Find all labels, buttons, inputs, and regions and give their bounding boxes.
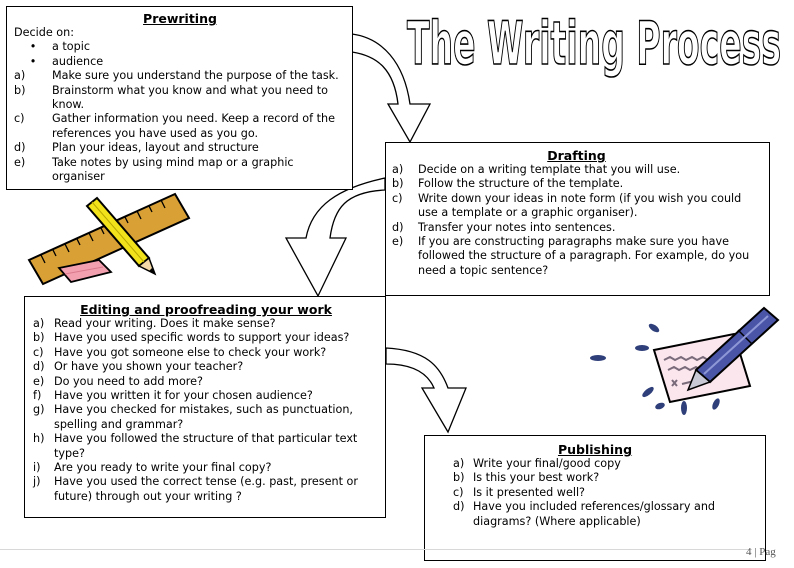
list-item: a) Decide on a writing template that you will use. (392, 163, 681, 176)
list-item: i) Are you ready to write your final copy? (33, 461, 272, 475)
list-item: f) Have you written it for your chosen audience? (33, 389, 313, 403)
arrow-editing-to-publishing (386, 348, 466, 432)
list-item: c) Gather information you need. Keep a record of the references you have used as you go. (14, 112, 335, 140)
page-title-text: The Writing Process (407, 9, 781, 79)
editing-box (24, 296, 386, 518)
list-item: e) Do you need to add more? (33, 374, 203, 388)
prewriting-intro: Decide on: (14, 26, 75, 39)
pen-paper-clipart (588, 300, 788, 420)
prewriting-box (6, 6, 353, 190)
bullet-item: • a topic (29, 40, 91, 54)
list-item: b) Have you used specific words to support your ideas? (33, 331, 350, 345)
arrow-drafting-to-editing (286, 178, 385, 296)
list-item: c) Is it presented well? (453, 485, 585, 499)
list-item: b) Is this your best work? (453, 471, 600, 485)
drafting-box (385, 142, 770, 296)
list-item: d) Plan your ideas, layout and structure (14, 141, 259, 155)
list-item: b) Brainstorm what you know and what you need to know. (14, 83, 329, 112)
arrow-prewriting-to-drafting (352, 34, 430, 142)
page-number: 4 | Pag (746, 546, 776, 558)
publishing-box (424, 435, 766, 561)
list-item: g) Have you checked for mistakes, such as punctuation, spelling and grammar? (33, 403, 353, 431)
list-item: e) Take notes by using mind map or a graphic organiser (14, 155, 294, 184)
list-item: c) Write down your ideas in note form (if you wish you could use a template or a graphic organiser). (392, 191, 742, 220)
publishing-title: Publishing (557, 442, 633, 457)
list-item: b) Follow the structure of the template. (392, 177, 624, 191)
list-item: a) Make sure you understand the purpose of the task. (14, 69, 339, 83)
list-item: c) Have you got someone else to check your work? (33, 345, 327, 359)
editing-title: Editing and proofreading your work (80, 302, 332, 317)
list-item: d) Transfer your notes into sentences. (392, 220, 616, 234)
drafting-title: Drafting (547, 148, 606, 163)
prewriting-title: Prewriting (143, 11, 217, 26)
list-item: a) Write your final/good copy (453, 457, 621, 470)
list-item: d) Or have you shown your teacher? (33, 360, 244, 374)
list-item: d) Have you included references/glossary and diagrams? (Where applicable) (453, 500, 716, 528)
ruler-pencil-clipart (25, 190, 195, 290)
list-item: a) Read your writing. Does it make sense? (33, 317, 276, 330)
footer-divider (0, 549, 752, 550)
bullet-item: • audience (29, 54, 104, 68)
list-item: h) Have you followed the structure of that particular text type? (33, 432, 358, 460)
list-item: j) Have you used the correct tense (e.g. past, present or future) through out your writing ? (33, 475, 359, 503)
list-item: e) If you are constructing paragraphs make sure you have followed the structure of a paragraph. For example, do you need a topic sentence? (392, 235, 750, 277)
